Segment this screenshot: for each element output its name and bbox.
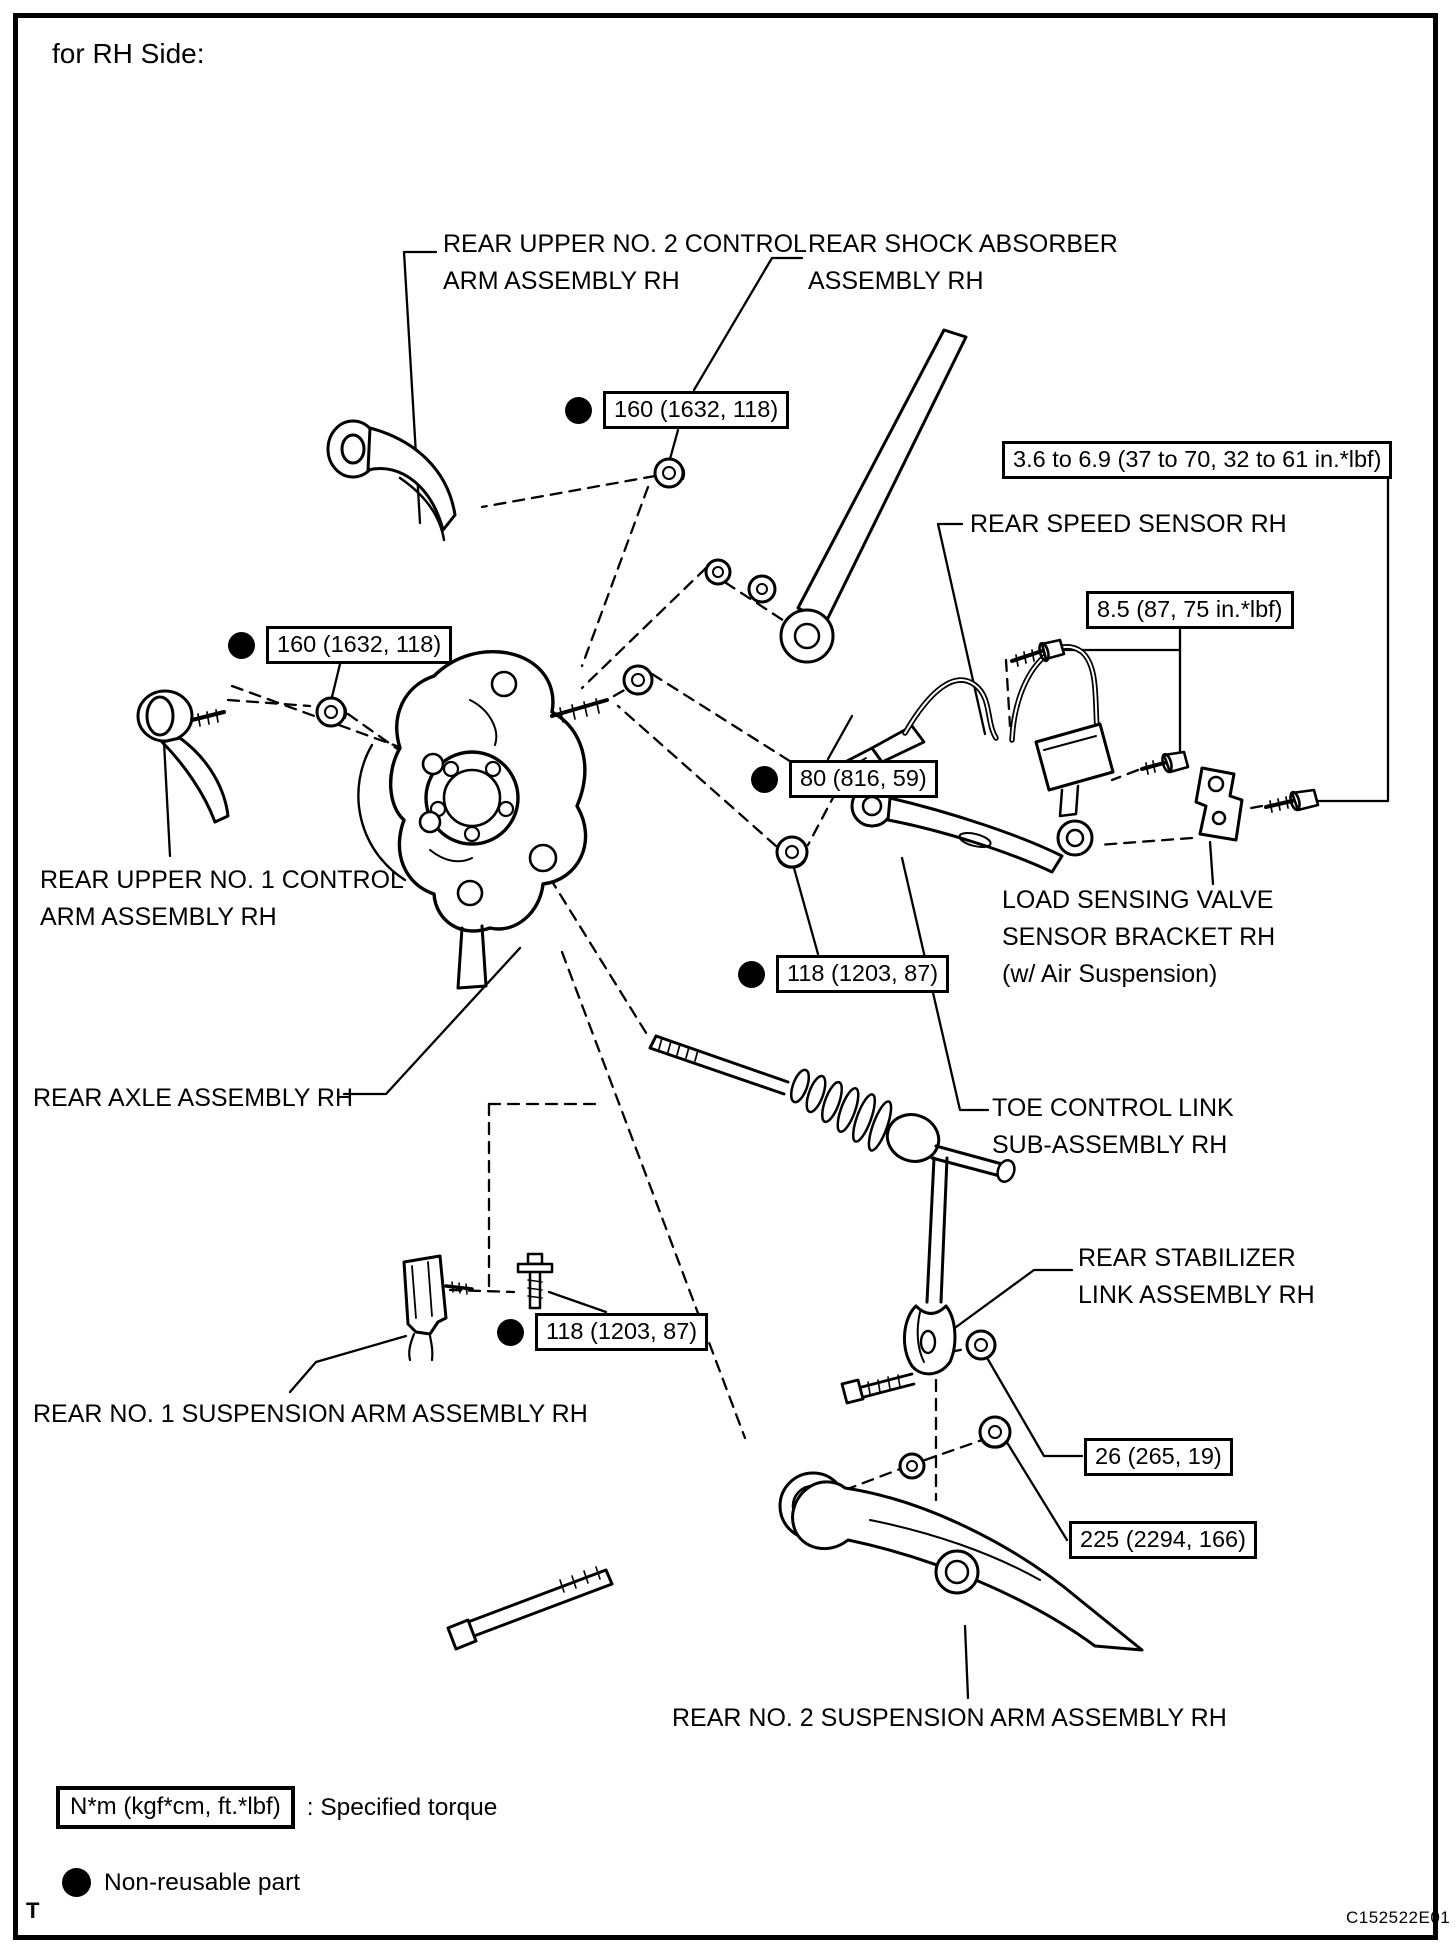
long-bolt	[448, 1567, 612, 1649]
stabilizer-bolt	[842, 1374, 914, 1403]
label-load-sensing-valve-bracket	[1002, 882, 1275, 993]
label-line: REAR SHOCK ABSORBER	[808, 230, 1118, 258]
torque-value-box: 160 (1632, 118)	[266, 626, 452, 664]
toe-link-outer-nut	[777, 837, 807, 868]
label-toe-control-link	[992, 1090, 1234, 1164]
torque-callout-stabilizer-nut	[1084, 1438, 1233, 1476]
torque-value-box: 3.6 to 6.9 (37 to 70, 32 to 61 in.*lbf)	[1002, 441, 1392, 479]
label-rear-upper-no2-control-arm	[443, 226, 807, 300]
flanged-bolt	[518, 1254, 552, 1308]
label-line: REAR STABILIZER	[1078, 1244, 1296, 1272]
label-line: REAR UPPER NO. 1 CONTROL	[40, 866, 404, 894]
suspension-arm-no2	[780, 1473, 1142, 1650]
bracket-bolt-right	[1266, 790, 1318, 812]
torque-legend-text: : Specified torque	[306, 1793, 498, 1821]
label-line: ARM ASSEMBLY RH	[443, 267, 680, 295]
load-sensing-valve-bracket-part	[1196, 768, 1242, 840]
shock-washer	[749, 576, 775, 602]
figure-code: C152522E01	[1346, 1908, 1451, 1927]
torque-callout-speed-sensor-range	[1002, 441, 1392, 479]
upper-control-arm-no2	[328, 421, 455, 540]
shock-absorber	[781, 330, 966, 662]
label-line: REAR UPPER NO. 2 CONTROL	[443, 230, 807, 258]
legend-torque	[56, 1786, 497, 1829]
bracket-bolt-lower	[1142, 752, 1188, 774]
label-line: TOE CONTROL LINK	[992, 1094, 1234, 1122]
stabilizer-link	[904, 1158, 954, 1374]
label-line: REAR AXLE ASSEMBLY RH	[33, 1084, 354, 1112]
label-line: REAR NO. 1 SUSPENSION ARM ASSEMBLY RH	[33, 1400, 588, 1428]
no1-arm-clamp	[404, 1256, 472, 1360]
page-marker: T	[26, 1898, 40, 1923]
non-reusable-dot	[62, 1868, 91, 1897]
label-line: LOAD SENSING VALVE	[1002, 886, 1274, 914]
torque-callout-sensor-bracket	[1086, 591, 1294, 629]
label-line: SENSOR BRACKET RH	[1002, 923, 1276, 951]
label-line: REAR NO. 2 SUSPENSION ARM ASSEMBLY RH	[672, 1704, 1227, 1732]
non-reusable-dot	[228, 632, 255, 659]
label-rear-axle-assembly	[33, 1080, 353, 1117]
torque-callout-upper-arm1	[228, 626, 452, 664]
torque-callout-no2-arm-nut	[1069, 1521, 1257, 1559]
torque-callout-toe-link	[738, 955, 949, 993]
label-line: ASSEMBLY RH	[808, 267, 984, 295]
label-line: ARM ASSEMBLY RH	[40, 903, 277, 931]
legend-non-reusable	[62, 1868, 300, 1897]
non-reusable-dot	[751, 766, 778, 793]
torque-callout-upper-arm2	[565, 391, 789, 429]
rear-axle-knuckle	[358, 652, 607, 988]
torque-value-box: 8.5 (87, 75 in.*lbf)	[1086, 591, 1294, 629]
nut-upper-arm-no2	[655, 459, 684, 487]
stabilizer-washer	[900, 1454, 924, 1478]
torque-callout-shock-lower	[751, 760, 938, 798]
label-rear-speed-sensor	[970, 506, 1287, 543]
torque-unit-box: N*m (kgf*cm, ft.*lbf)	[56, 1786, 295, 1829]
torque-value-box: 118 (1203, 87)	[776, 955, 949, 993]
torque-value-box: 160 (1632, 118)	[603, 391, 789, 429]
label-rear-no1-suspension-arm	[33, 1396, 588, 1433]
label-line: (w/ Air Suspension)	[1002, 960, 1218, 988]
upper-control-arm-no1	[138, 691, 228, 822]
label-rear-no2-suspension-arm	[672, 1700, 1227, 1737]
label-rear-shock-absorber	[808, 226, 1118, 300]
label-line: SUB-ASSEMBLY RH	[992, 1131, 1228, 1159]
torque-callout-no1-arm	[497, 1313, 708, 1351]
stabilizer-nut-upper	[967, 1331, 995, 1359]
nut-upper-arm-no1	[317, 698, 346, 726]
label-line: LINK ASSEMBLY RH	[1078, 1281, 1315, 1309]
label-rear-upper-no1-control-arm	[40, 862, 404, 936]
non-reusable-dot	[565, 397, 592, 424]
torque-value-box: 118 (1203, 87)	[535, 1313, 708, 1351]
label-rear-stabilizer-link	[1078, 1240, 1315, 1314]
page-title: for RH Side:	[52, 38, 205, 69]
torque-value-box: 225 (2294, 166)	[1069, 1521, 1257, 1559]
non-reusable-legend-text: Non-reusable part	[104, 1868, 301, 1896]
torque-value-box: 80 (816, 59)	[789, 760, 938, 798]
non-reusable-dot	[497, 1319, 524, 1346]
non-reusable-dot	[738, 961, 765, 988]
stabilizer-nut-lower	[980, 1417, 1010, 1448]
toe-link-inner-nut	[624, 666, 652, 694]
shock-lower-nut	[706, 560, 730, 584]
torque-value-box: 26 (265, 19)	[1084, 1438, 1233, 1476]
label-line: REAR SPEED SENSOR RH	[970, 510, 1287, 538]
